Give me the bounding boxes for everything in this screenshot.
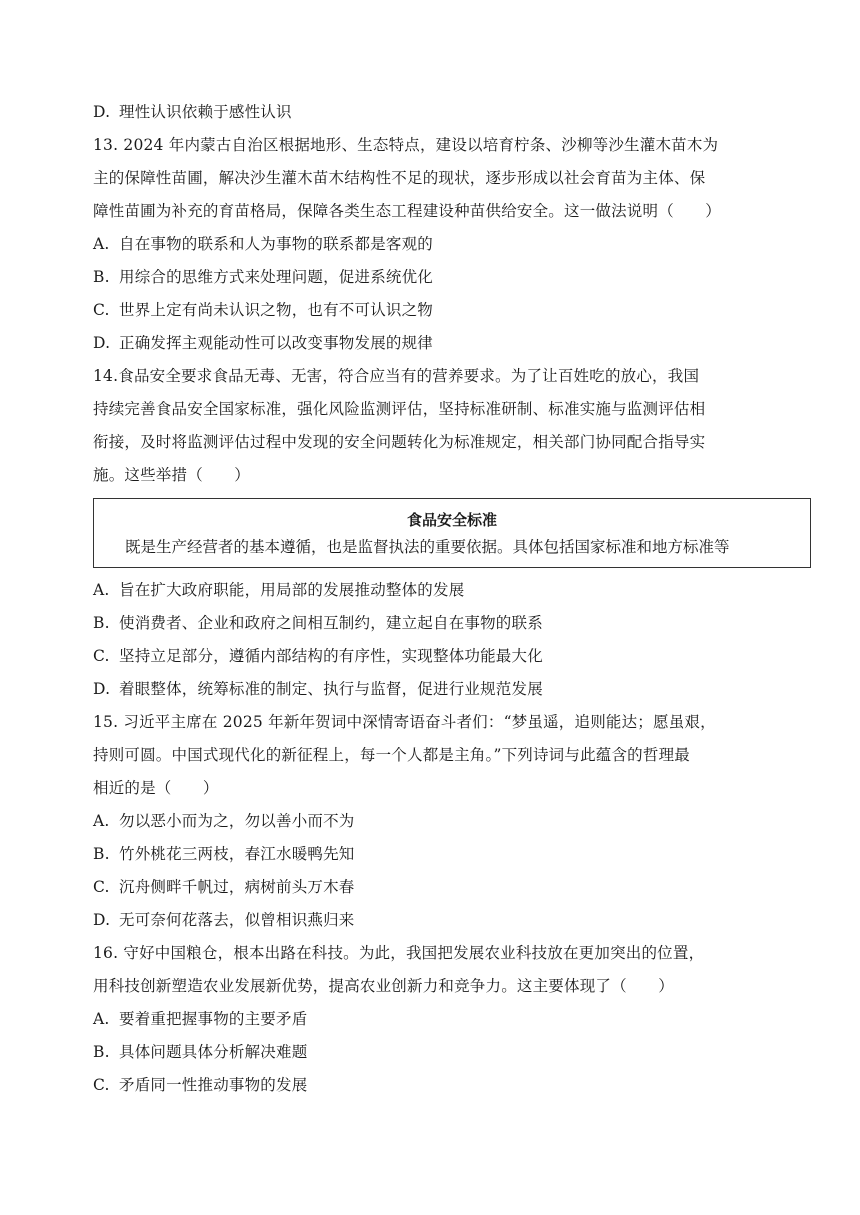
question-stem-line: 用科技创新塑造农业发展新优势，提高农业创新力和竞争力。这主要体现了（ ） [93, 977, 674, 995]
option-letter: B. [93, 1043, 110, 1061]
q14-option-d [93, 673, 813, 706]
question-13 [93, 129, 813, 360]
question-stem-line: 主的保障性苗圃，解决沙生灌木苗木结构性不足的现状，逐步形成以社会育苗为主体、保 [93, 169, 706, 187]
question-stem-line: 衔接，及时将监测评估过程中发现的安全问题转化为标准规定，相关部门协同配合指导实 [93, 433, 706, 451]
question-stem-line: 持则可圆。中国式现代化的新征程上，每一个人都是主角。”下列诗词与此蕴含的哲理最 [93, 746, 690, 764]
option-letter: B. [93, 268, 110, 286]
option-text: 用综合的思维方式来处理问题，促进系统优化 [119, 268, 434, 286]
q13-option-c [93, 294, 813, 327]
option-letter: A. [93, 812, 110, 830]
q15-option-b [93, 838, 813, 871]
option-text: 旨在扩大政府职能，用局部的发展推动整体的发展 [119, 581, 465, 599]
option-letter: C. [93, 1076, 110, 1094]
q15-option-a [93, 805, 813, 838]
option-text: 世界上定有尚未认识之物，也有不可认识之物 [119, 301, 434, 319]
option-letter: D. [93, 334, 111, 352]
exam-page [93, 96, 813, 1102]
option-text: 勿以恶小而为之，勿以善小而不为 [119, 812, 355, 830]
option-letter: C. [93, 647, 110, 665]
option-text: 具体问题具体分析解决难题 [119, 1043, 308, 1061]
question-stem-line: 13. 2024 年内蒙古自治区根据地形、生态特点，建设以培育柠条、沙柳等沙生灌木苗木为 [93, 136, 719, 154]
option-text: 沉舟侧畔千帆过，病树前头万木春 [119, 878, 355, 896]
option-text: 无可奈何花落去，似曾相识燕归来 [119, 911, 355, 929]
question-16 [93, 937, 813, 1102]
info-box [93, 498, 811, 568]
option-text: 使消费者、企业和政府之间相互制约，建立起自在事物的联系 [119, 614, 543, 632]
option-text: 自在事物的联系和人为事物的联系都是客观的 [119, 235, 434, 253]
option-letter: B. [93, 614, 110, 632]
q12-option-d [93, 96, 813, 129]
q14-option-b [93, 607, 813, 640]
q13-option-b [93, 261, 813, 294]
question-14 [93, 360, 813, 706]
q16-option-a [93, 1003, 813, 1036]
question-stem-line: 15. 习近平主席在 2025 年新年贺词中深情寄语奋斗者们：“梦虽遥，追则能达；愿虽艰， [93, 713, 716, 731]
option-text: 矛盾同一性推动事物的发展 [119, 1076, 308, 1094]
option-text: 竹外桃花三两枝，春江水暖鸭先知 [119, 845, 355, 863]
option-text: 坚持立足部分，遵循内部结构的有序性，实现整体功能最大化 [119, 647, 543, 665]
question-stem-line: 障性苗圃为补充的育苗格局，保障各类生态工程建设种苗供给安全。这一做法说明（ ） [93, 202, 722, 220]
option-letter: D. [93, 911, 111, 929]
info-box-title: 食品安全标准 [406, 511, 497, 529]
question-stem-line: 施。这些举措（ ） [93, 466, 251, 484]
question-stem-line: 14.食品安全要求食品无毒、无害，符合应当有的营养要求。为了让百姓吃的放心，我国 [93, 367, 700, 385]
option-text: 理性认识依赖于感性认识 [119, 103, 292, 121]
q16-option-b [93, 1036, 813, 1069]
q16-option-c [93, 1069, 813, 1102]
option-letter: B. [93, 845, 110, 863]
info-box-body: 既是生产经营者的基本遵循，也是监督执法的重要依据。具体包括国家标准和地方标准等 [125, 538, 730, 556]
q14-option-c [93, 640, 813, 673]
option-letter: A. [93, 1010, 110, 1028]
option-text: 着眼整体，统筹标准的制定、执行与监督，促进行业规范发展 [119, 680, 543, 698]
option-letter: A. [93, 581, 110, 599]
question-stem-line: 16. 守好中国粮仓，根本出路在科技。为此，我国把发展农业科技放在更加突出的位置， [93, 944, 705, 962]
question-stem-line: 持续完善食品安全国家标准，强化风险监测评估，坚持标准研制、标准实施与监测评估相 [93, 400, 706, 418]
option-letter: D. [93, 680, 111, 698]
q13-option-d [93, 327, 813, 360]
question-stem-line: 相近的是（ ） [93, 779, 219, 797]
q13-option-a [93, 228, 813, 261]
question-15 [93, 706, 813, 937]
q15-option-c [93, 871, 813, 904]
option-letter: D. [93, 103, 111, 121]
option-letter: A. [93, 235, 110, 253]
q15-option-d [93, 904, 813, 937]
option-text: 正确发挥主观能动性可以改变事物发展的规律 [119, 334, 434, 352]
option-text: 要着重把握事物的主要矛盾 [119, 1010, 308, 1028]
q14-option-a [93, 574, 813, 607]
option-letter: C. [93, 878, 110, 896]
option-letter: C. [93, 301, 110, 319]
